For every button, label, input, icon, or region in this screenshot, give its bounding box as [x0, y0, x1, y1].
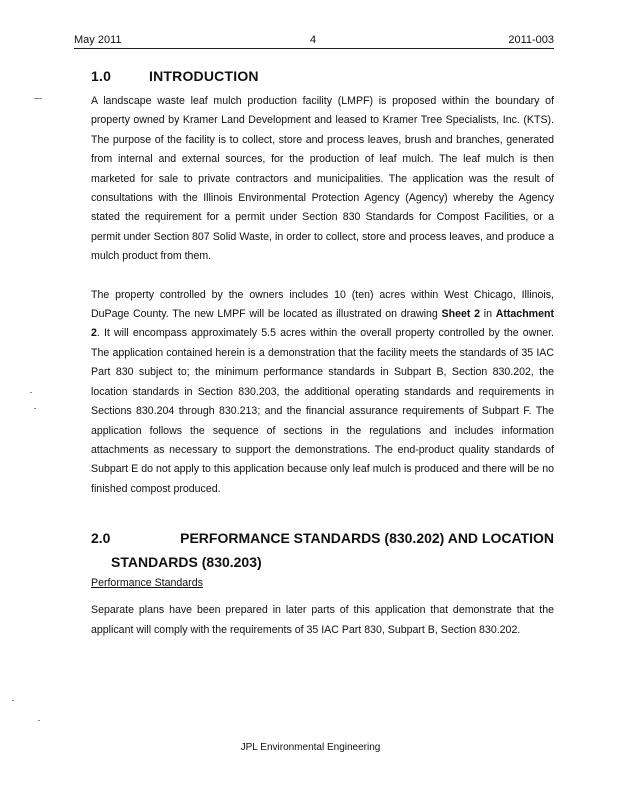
section-2-paragraph: Separate plans have been prepared in later parts of this application that demonstrate that the applicant will comply with the requirements of 35 IAC Part 830, Subpart B, Section 830.202. [91, 604, 554, 636]
para2-bold-attachment: Attachment 2 [91, 308, 554, 340]
header-date: May 2011 [74, 34, 122, 46]
intro-paragraph-2 [91, 286, 554, 499]
header-doc-id: 2011-003 [508, 34, 554, 46]
header-page-number: 4 [310, 34, 317, 46]
page-header [74, 34, 554, 50]
section-2-heading [91, 526, 554, 574]
para2-text-a: The property controlled by the owners includes 10 (ten) acres within West Chicago, Illinois, DuPage County. The new LMPF will be located as illustrated on drawing [91, 288, 554, 321]
section-2-title-line1: PERFORMANCE STANDARDS (830.202) AND LOCATION [180, 530, 554, 547]
intro-paragraph-1: A landscape waste leaf mulch production facility (LMPF) is proposed within the boundary of property owned by Kramer Land Development and leased to Kramer Tree Specialists, Inc. (KTS). The purpose of the facility is to collect, store and process leaves, brush and branches, generated from internal and external sources, for the production of leaf mulch. The leaf mulch is then marketed for sale to private contractors and municipalities. The application was the result of consultations with the Illinois Environmental Protection Agency (Agency) whereby the Agency stated the requirement for a permit under Section 830 Standards for Compost Facilities, or a permit under Section 807 Solid Waste, in order to collect, store and process leaves, and produce a mulch product from them. [91, 95, 554, 263]
section-2-number: 2.0 [91, 530, 111, 547]
section-2-title-line2: STANDARDS (830.203) [111, 554, 262, 571]
section-1-heading [91, 68, 554, 84]
para2-text-c: . It will encompass approximately 5.5 acres within the overall property controlled by the owner. The application contained herein is a demonstration that the facility meets the standards of 35 IAC Part 830 subject to; the minimum performance standards in Subpart B, Section 830.202, the location standards in Section 830.203, the additional operating standards and requirements in Sections 830.204 through 830.213; and the financial assurance requirements of Subpart F. The application follows the sequence of sections in the regulations and includes information attachments as necessary to support the demonstrations. The end-product quality standards of Subpart E do not apply to this application because only leaf mulch is produced and there will be no finished compost produced. [91, 327, 554, 495]
section-1-title: INTRODUCTION [149, 68, 259, 84]
scan-speck [38, 720, 40, 721]
scan-speck [34, 408, 36, 409]
performance-standards-subheading: Performance Standards [91, 577, 203, 590]
section-1-number: 1.0 [91, 68, 112, 84]
page-footer: JPL Environmental Engineering [240, 742, 381, 753]
scan-speck [12, 700, 14, 701]
para2-text-b: in [480, 308, 496, 321]
para2-bold-sheet: Sheet 2 [441, 308, 480, 321]
scan-speck [30, 392, 32, 393]
scan-speck [34, 98, 42, 99]
page-content [91, 68, 554, 640]
header-rule [74, 48, 554, 49]
